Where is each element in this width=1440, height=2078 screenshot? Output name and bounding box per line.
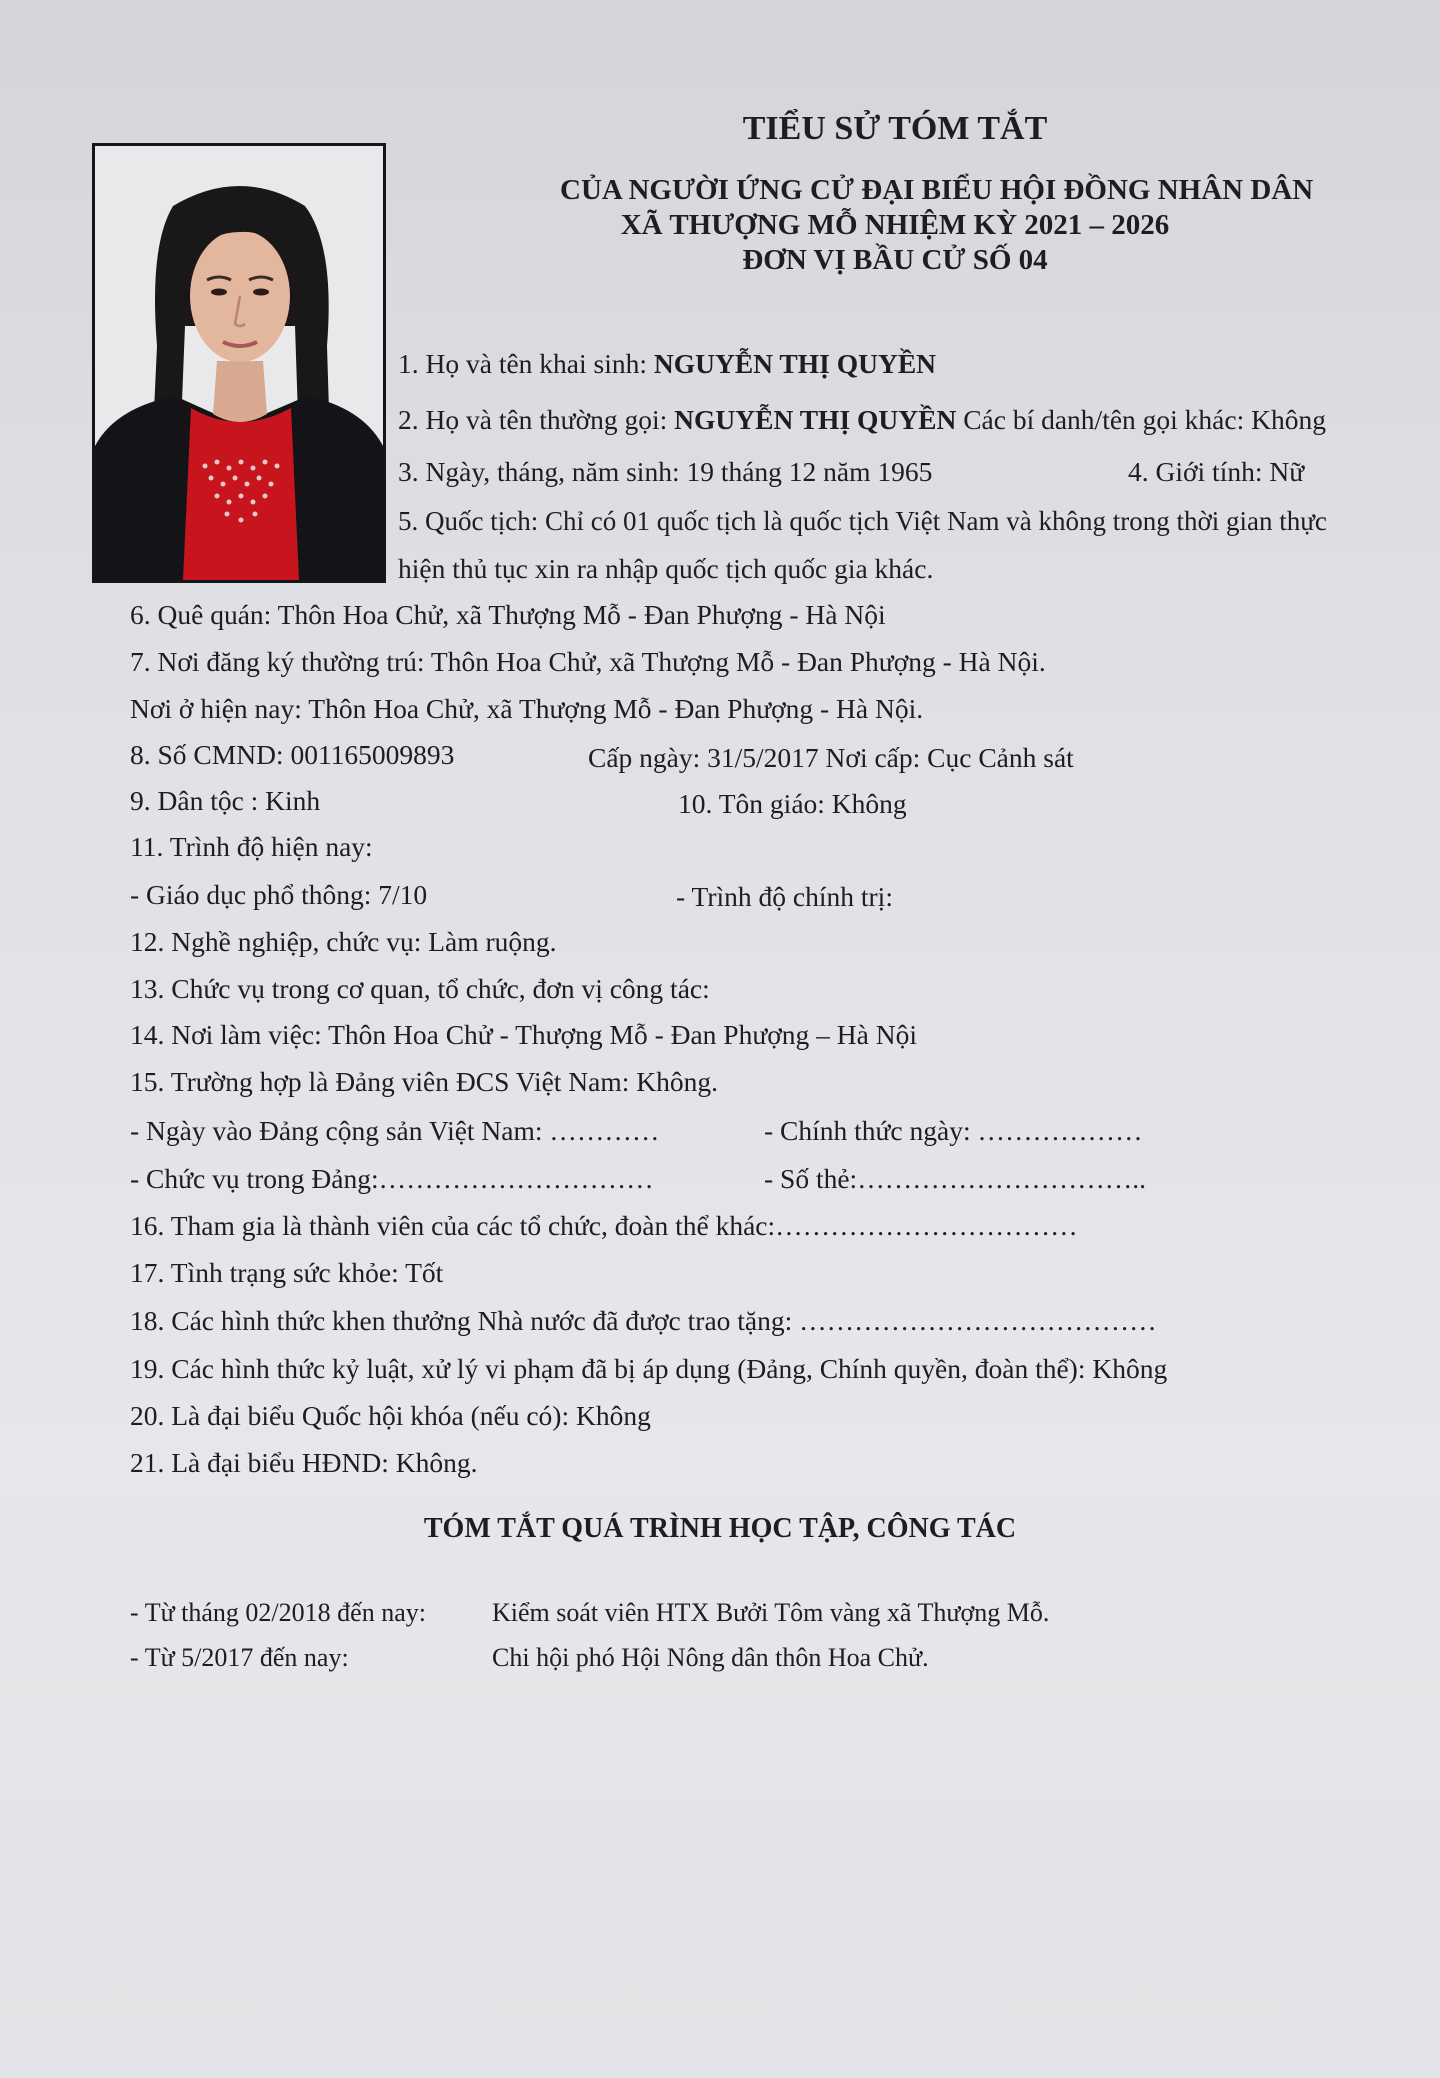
- candidate-portrait-photo: [92, 143, 386, 583]
- field-health: 17. Tình trạng sức khỏe: Tốt: [130, 1257, 444, 1288]
- field-id-issue: Cấp ngày: 31/5/2017 Nơi cấp: Cục Cảnh sát: [588, 742, 1074, 773]
- field-qualification: 11. Trình độ hiện nay:: [130, 831, 373, 862]
- history-description: Kiểm soát viên HTX Bưởi Tôm vàng xã Thượng Mỗ.: [492, 1598, 1050, 1627]
- history-period: - Từ 5/2017 đến nay:: [130, 1643, 349, 1672]
- field-party-join-date: - Ngày vào Đảng cộng sản Việt Nam: …………: [130, 1115, 660, 1146]
- field-party-card: - Số thẻ:…………………………..: [764, 1163, 1146, 1194]
- history-period: - Từ tháng 02/2018 đến nay:: [130, 1598, 426, 1627]
- field-occupation: 12. Nghề nghiệp, chức vụ: Làm ruộng.: [130, 926, 557, 957]
- field-position: 13. Chức vụ trong cơ quan, tổ chức, đơn vị công tác:: [130, 973, 710, 1004]
- field-discipline: 19. Các hình thức kỷ luật, xử lý vi phạm đã bị áp dụng (Đảng, Chính quyền, đoàn thể): Không: [130, 1353, 1168, 1384]
- field-date-of-birth: 3. Ngày, tháng, năm sinh: 19 tháng 12 năm 1965: [398, 456, 933, 487]
- field-permanent-residence: 7. Nơi đăng ký thường trú: Thôn Hoa Chử, xã Thượng Mỗ - Đan Phượng - Hà Nội.: [130, 646, 1046, 677]
- field-council-delegate: 21. Là đại biểu HĐND: Không.: [130, 1447, 478, 1478]
- field-religion: 10. Tôn giáo: Không: [678, 788, 907, 819]
- document-subtitle-2: XÃ THƯỢNG MỖ NHIỆM KỲ 2021 – 2026: [620, 209, 1170, 241]
- field-birth-name: 1. Họ và tên khai sinh: NGUYỄN THỊ QUYỀN: [398, 348, 937, 379]
- history-section-title: TÓM TẮT QUÁ TRÌNH HỌC TẬP, CÔNG TÁC: [423, 1513, 1017, 1544]
- field-organizations: 16. Tham gia là thành viên của các tổ chức, đoàn thể khác:……………………………: [130, 1210, 1078, 1241]
- field-current-residence: Nơi ở hiện nay: Thôn Hoa Chử, xã Thượng Mỗ - Đan Phượng - Hà Nội.: [130, 693, 924, 724]
- field-party-role: - Chức vụ trong Đảng:…………………………: [130, 1163, 654, 1194]
- field-party-member: 15. Trường hợp là Đảng viên ĐCS Việt Nam: Không.: [130, 1066, 719, 1097]
- document-title: TIỂU SỬ TÓM TẮT: [742, 110, 1048, 147]
- field-workplace: 14. Nơi làm việc: Thôn Hoa Chử - Thượng Mỗ - Đan Phượng – Hà Nội: [130, 1019, 917, 1050]
- field-hometown: 6. Quê quán: Thôn Hoa Chử, xã Thượng Mỗ - Đan Phượng - Hà Nội: [130, 599, 886, 630]
- field-nationality-line2: hiện thủ tục xin ra nhập quốc tịch quốc gia khác.: [398, 553, 934, 584]
- document-subtitle-1: CỦA NGƯỜI ỨNG CỬ ĐẠI BIỂU HỘI ĐỒNG NHÂN DÂN: [560, 174, 1314, 206]
- field-gender: 4. Giới tính: Nữ: [1128, 456, 1305, 487]
- field-id-number: 8. Số CMND: 001165009893: [130, 739, 455, 770]
- field-national-assembly: 20. Là đại biểu Quốc hội khóa (nếu có): Không: [130, 1400, 651, 1431]
- field-general-education: - Giáo dục phổ thông: 7/10: [130, 879, 428, 910]
- field-political-level: - Trình độ chính trị:: [676, 881, 893, 912]
- field-awards: 18. Các hình thức khen thưởng Nhà nước đã được trao tặng: …………………………………: [130, 1305, 1157, 1336]
- field-party-official-date: - Chính thức ngày: ………………: [764, 1115, 1143, 1146]
- field-common-name: 2. Họ và tên thường gọi: NGUYỄN THỊ QUYỀN Các bí danh/tên gọi khác: Không: [398, 404, 1326, 435]
- field-nationality-line1: 5. Quốc tịch: Chỉ có 01 quốc tịch là quốc tịch Việt Nam và không trong thời gian thực: [398, 506, 1327, 536]
- field-ethnicity: 9. Dân tộc : Kinh: [130, 785, 321, 816]
- history-description: Chi hội phó Hội Nông dân thôn Hoa Chử.: [492, 1643, 929, 1672]
- document-subtitle-3: ĐƠN VỊ BẦU CỬ SỐ 04: [742, 244, 1048, 276]
